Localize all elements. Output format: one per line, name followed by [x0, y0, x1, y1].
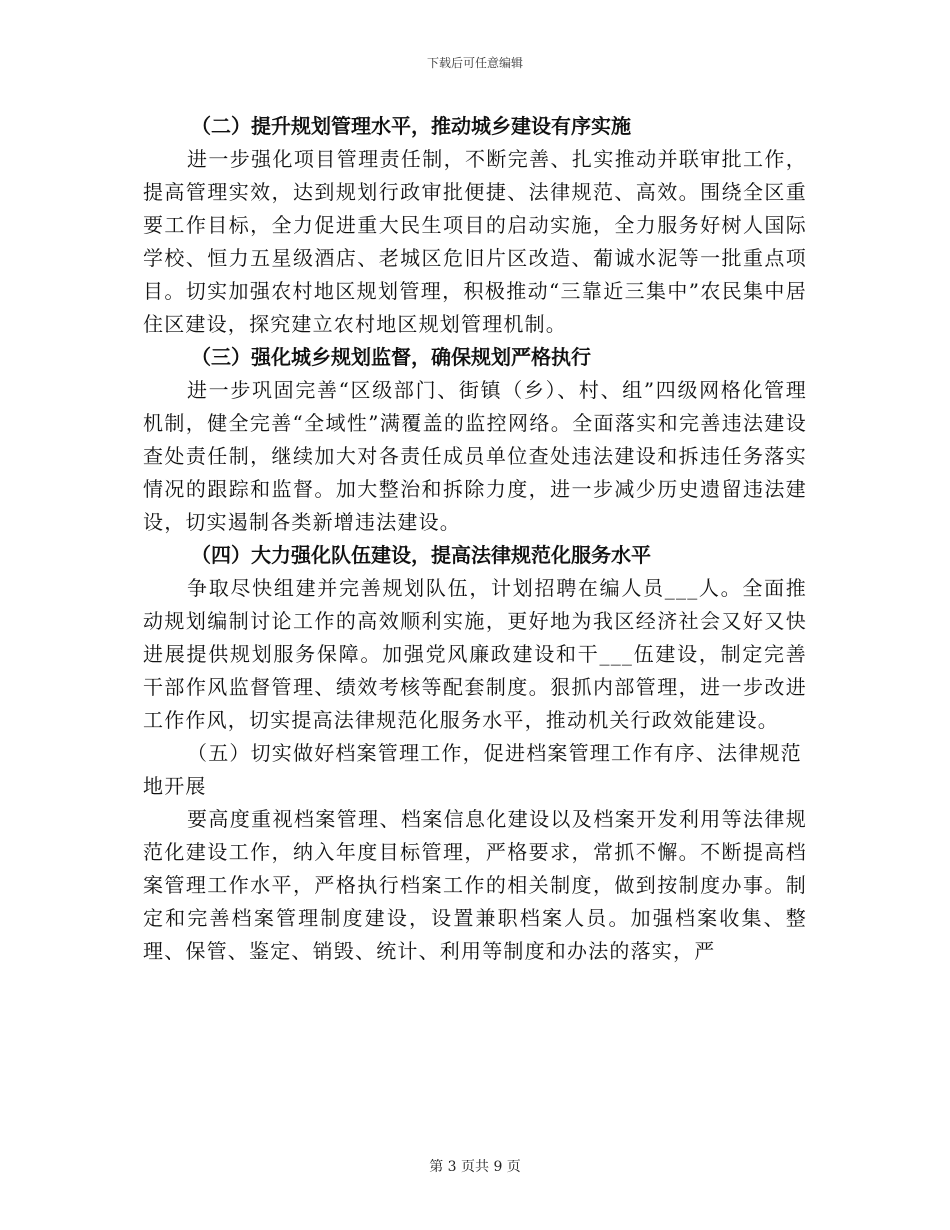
page-header-note: 下载后可任意编辑	[426, 56, 523, 70]
section-paragraph-2: 进一步强化项目管理责任制，不断完善、扎实推动并联审批工作，提高管理实效，达到规划行政审批便捷、法律规范、高效。围绕全区重要工作目标，全力促进重大民生项目的启动实施，全力服务好树人国际学校、恒力五星级酒店、老城区危旧片区改造、葡诚水泥等一批重点项目。切实加强农村地区规划管理，积极推动“三靠近三集中”农民集中居住区建设，探究建立农村地区规划管理机制。	[143, 147, 807, 336]
section-heading-2: （二）提升规划管理水平，推动城乡建设有序实施	[191, 114, 631, 138]
page-number: 第 3 页共 9 页	[429, 1159, 521, 1175]
document-body	[143, 110, 807, 968]
section-paragraph-4: 争取尽快组建并完善规划队伍，计划招聘在编人员___人。全面推动规划编制讨论工作的高效顺利实施，更好地为我区经济社会又好又快进展提供规划服务保障。加强党风廉政建设和干___伍建设，制定完善干部作风监督管理、绩效考核等配套制度。狠抓内部管理，进一步改进工作作风，切实提高法律规范化服务水平，推动机关行政效能建设。	[143, 576, 807, 732]
section-paragraph-5: 要高度重视档案管理、档案信息化建设以及档案开发利用等法律规范化建设工作，纳入年度目标管理，严格要求，常抓不懈。不断提高档案管理工作水平，严格执行档案工作的相关制度，做到按制度办事。制定和完善档案管理制度建设，设置兼职档案人员。加强档案收集、整理、保管、鉴定、销毁、统计、利用等制度和办法的落实，严	[143, 807, 807, 963]
section-heading-3: （三）强化城乡规划监督，确保规划严格执行	[191, 345, 591, 369]
section-paragraph-3: 进一步巩固完善“区级部门、街镇（乡）、村、组”四级网格化管理机制，健全完善“全域性”满覆盖的监控网络。全面落实和完善违法建设查处责任制，继续加大对各责任成员单位查处违法建设和拆违任务落实情况的跟踪和监督。加大整治和拆除力度，进一步减少历史遗留违法建设，切实遏制各类新增违法建设。	[143, 378, 807, 534]
section-heading-4: （四）大力强化队伍建设，提高法律规范化服务水平	[191, 543, 651, 567]
section-heading-5: （五）切实做好档案管理工作，促进档案管理工作有序、法律规范地开展	[143, 741, 802, 798]
